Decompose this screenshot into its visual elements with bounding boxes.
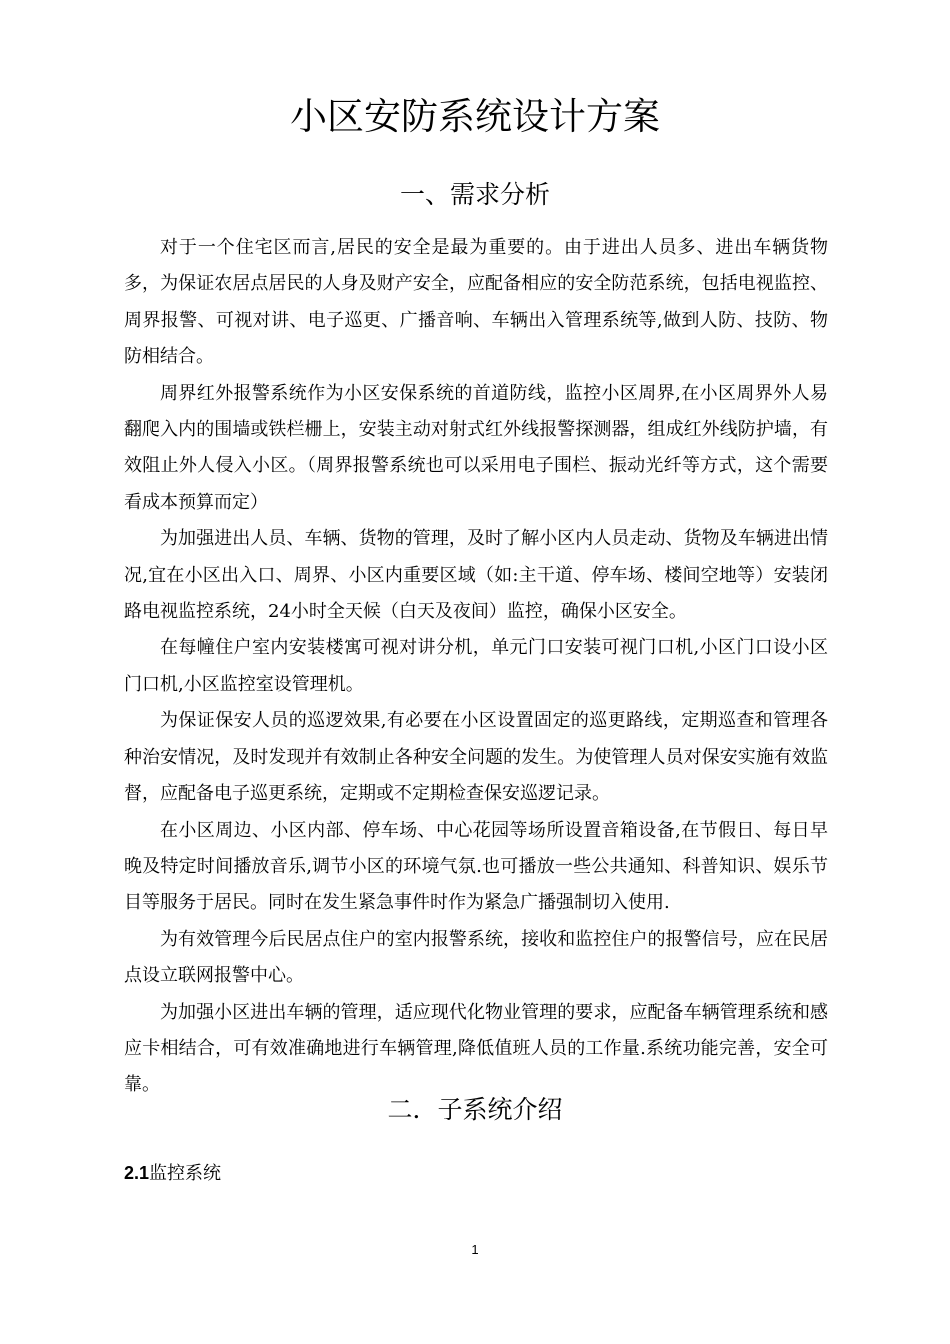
paragraph: 为加强进出人员、车辆、货物的管理，及时了解小区内人员走动、货物及车辆进出情况,宜在小区出入口、周界、小区内重要区域（如:主干道、停车场、楼间空地等）安装闭路电视监控系统，24小时全天候（白天及夜间）监控，确保小区安全。 bbox=[124, 528, 828, 623]
section-body-requirements bbox=[124, 230, 828, 1104]
subsection-heading bbox=[124, 1159, 221, 1188]
paragraph: 周界红外报警系统作为小区安保系统的首道防线，监控小区周界,在小区周界外人易翻爬入内的围墙或铁栏栅上，安装主动对射式红外线报警探测器，组成红外线防护墙，有效阻止外人侵入小区。（周界报警系统也可以采用电子围栏、振动光纤等方式，这个需要看成本预算而定） bbox=[124, 382, 828, 513]
subsection-number: 2.1 bbox=[124, 1163, 150, 1183]
subsection-title: 监控系统 bbox=[149, 1163, 222, 1184]
page-number: 1 bbox=[471, 1242, 479, 1257]
section-heading-requirements: 一、需求分析 bbox=[399, 180, 550, 209]
paragraph: 为有效管理今后民居点住户的室内报警系统，接收和监控住户的报警信号，应在民居点设立联网报警中心。 bbox=[124, 928, 828, 987]
paragraph: 在小区周边、小区内部、停车场、中心花园等场所设置音箱设备,在节假日、每日早晚及特定时间播放音乐,调节小区的环境气氛.也可播放一些公共通知、科普知识、娱乐节目等服务于居民。同时在发生紧急事件时作为紧急广播强制切入使用. bbox=[124, 819, 828, 914]
paragraph: 为加强小区进出车辆的管理，适应现代化物业管理的要求，应配备车辆管理系统和感应卡相结合，可有效准确地进行车辆管理,降低值班人员的工作量.系统功能完善，安全可靠。 bbox=[124, 1001, 828, 1096]
paragraph: 在每幢住户室内安装楼寓可视对讲分机，单元门口安装可视门口机,小区门口设小区门口机,小区监控室设管理机。 bbox=[124, 637, 828, 695]
section-heading-subsystems: 二．子系统介绍 bbox=[387, 1095, 563, 1124]
paragraph: 对于一个住宅区而言,居民的安全是最为重要的。由于进出人员多、进出车辆货物多，为保证农居点居民的人身及财产安全，应配备相应的安全防范系统，包括电视监控、周界报警、可视对讲、电子巡更、广播音响、车辆出入管理系统等,做到人防、技防、物防相结合。 bbox=[124, 237, 828, 368]
document-title: 小区安防系统设计方案 bbox=[290, 95, 660, 138]
paragraph: 为保证保安人员的巡逻效果,有必要在小区设置固定的巡更路线，定期巡查和管理各种治安情况，及时发现并有效制止各种安全问题的发生。为使管理人员对保安实施有效监督，应配备电子巡更系统，定期或不定期检查保安巡逻记录。 bbox=[124, 710, 828, 805]
